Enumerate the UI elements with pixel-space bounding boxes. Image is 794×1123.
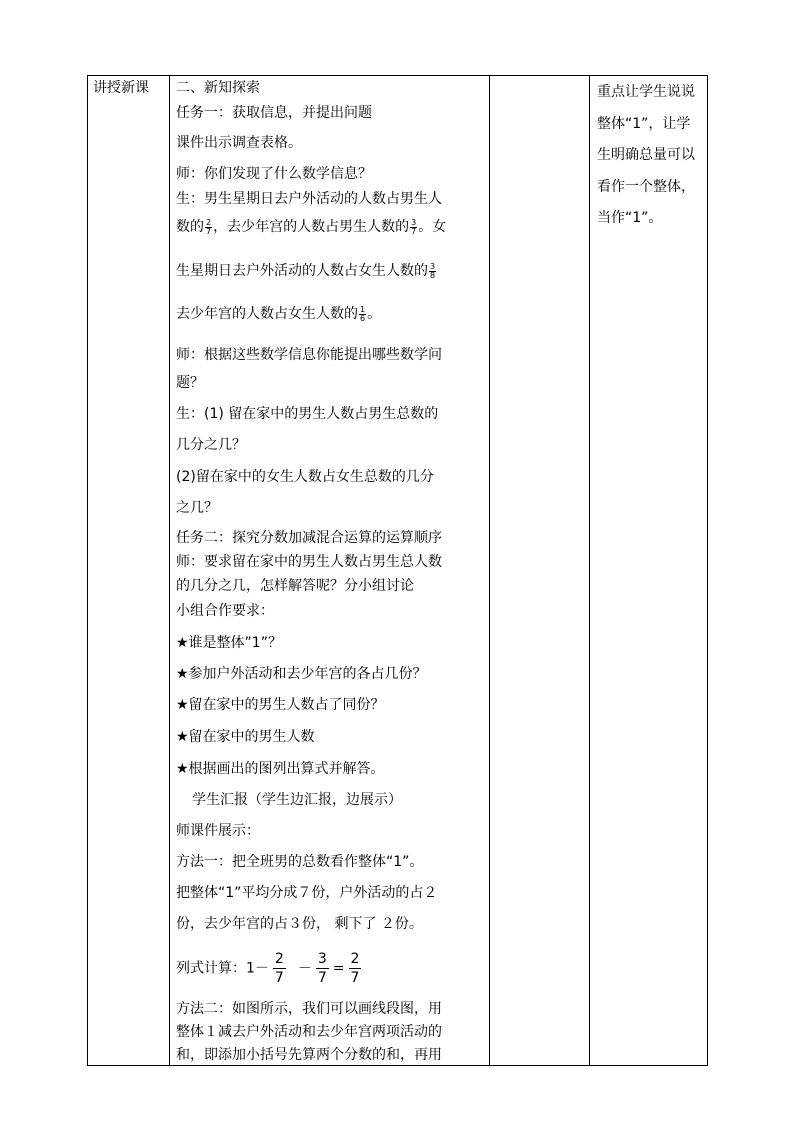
method-1-line-2: 把整体“1”平均分成７份，户外活动的占２ bbox=[176, 885, 438, 901]
numerator: 2 bbox=[206, 217, 212, 227]
task1-title: 任务一：获取信息，并提出问题 bbox=[176, 105, 372, 121]
method-2-line-2: 整体１减去户外活动和去少年宫两项活动的 bbox=[176, 1024, 442, 1040]
denominator: 7 bbox=[317, 970, 327, 986]
note-line-5: 当作“1”。 bbox=[597, 210, 663, 226]
denominator: 8 bbox=[430, 270, 436, 280]
requirement-4: ★留在家中的男生人数 bbox=[176, 729, 315, 745]
calc-fraction-2 bbox=[316, 950, 329, 987]
requirement-3: ★留在家中的男生人数占了同份？ bbox=[176, 697, 385, 713]
denominator: 7 bbox=[350, 970, 360, 986]
column-divider-3 bbox=[589, 75, 590, 1066]
numerator: 2 bbox=[350, 951, 360, 967]
method-2-line-3: 和，即添加小括号先算两个分数的和，再用 bbox=[176, 1047, 442, 1063]
teacher-question-1: 师：你们发现了什么数学信息？ bbox=[176, 166, 372, 182]
text-segment: ，去少年宫的人数占男生人数的 bbox=[213, 219, 410, 235]
courseware-show: 师课件展示： bbox=[176, 823, 260, 839]
method-1-line-1: 方法一：把全班男的总数看作整体“1”。 bbox=[176, 854, 424, 870]
student-info-line-1: 生：男生星期日去户外活动的人数占男生人 bbox=[176, 191, 442, 207]
courseware-table-text: 课件出示调查表格。 bbox=[176, 135, 302, 151]
table-top-border bbox=[87, 75, 708, 76]
note-line-3: 生明确总量可以 bbox=[597, 147, 695, 163]
table-left-border bbox=[87, 75, 88, 1066]
denominator: 7 bbox=[411, 226, 417, 236]
text-segment: 去少年宫的人数占女生人数的 bbox=[176, 306, 358, 322]
calc-fraction-3 bbox=[349, 950, 362, 987]
requirement-1: ★谁是整体”1”？ bbox=[176, 635, 282, 651]
note-line-2: 整体“1”，让学 bbox=[597, 116, 691, 132]
denominator: 6 bbox=[360, 313, 366, 323]
method-1-line-3: 份，去少年宫的占３份， 剩下了 ２份。 bbox=[176, 916, 423, 932]
student-info-line-4 bbox=[176, 305, 381, 323]
student-question-2-line-1: (2)留在家中的女生人数占女生总数的几分 bbox=[176, 469, 434, 485]
fraction-boys-outdoor bbox=[205, 219, 212, 236]
column-divider-2 bbox=[489, 75, 490, 1066]
teacher-question-3-line-2: 的几分之几，怎样解答呢？分小组讨论 bbox=[176, 578, 414, 594]
task2-title: 任务二：探究分数加减混合运算的运算顺序 bbox=[176, 530, 442, 546]
denominator: 7 bbox=[206, 226, 212, 236]
fraction-boys-palace bbox=[410, 219, 417, 236]
calculation-label: 列式计算： bbox=[176, 960, 246, 977]
text-segment: 数的 bbox=[176, 219, 204, 235]
table-bottom-border bbox=[87, 1065, 708, 1066]
student-report: 学生汇报（学生边汇报，边展示） bbox=[192, 792, 402, 808]
teacher-question-2-line-1: 师：根据这些数学信息你能提出哪些数学问 bbox=[176, 347, 442, 363]
student-question-1-line-2: 几分之几？ bbox=[176, 437, 246, 453]
student-info-line-3 bbox=[176, 262, 437, 280]
fraction-girls-palace bbox=[359, 306, 366, 323]
numerator: 3 bbox=[430, 261, 436, 271]
numerator: 3 bbox=[411, 217, 417, 227]
text-segment: 。女 bbox=[418, 219, 447, 235]
group-requirements: 小组合作要求： bbox=[176, 603, 274, 619]
numerator: 2 bbox=[274, 951, 284, 967]
fraction-girls-outdoor bbox=[429, 263, 436, 280]
student-info-line-2 bbox=[176, 218, 446, 236]
text-segment: 生星期日去户外活动的人数占女生人数的 bbox=[176, 263, 428, 279]
calculation-one: 1－ bbox=[246, 960, 269, 977]
minus-sign: － bbox=[297, 960, 312, 977]
text-segment: 。 bbox=[367, 306, 382, 322]
equals-sign: = bbox=[332, 960, 345, 977]
teacher-question-3-line-1: 师：要求留在家中的男生人数占男生总人数 bbox=[176, 554, 442, 570]
student-question-1-line-1: 生：(1) 留在家中的男生人数占男生总数的 bbox=[176, 406, 439, 422]
note-line-1: 重点让学生说说 bbox=[597, 84, 695, 100]
numerator: 3 bbox=[317, 951, 327, 967]
calc-fraction-1 bbox=[273, 950, 286, 987]
requirement-2: ★参加户外活动和去少年宫的各占几份？ bbox=[176, 666, 427, 682]
note-line-4: 看作一个整体， bbox=[597, 179, 695, 195]
method-2-line-1: 方法二：如图所示，我们可以画线段图，用 bbox=[176, 1001, 442, 1017]
row-label: 讲授新课 bbox=[93, 80, 149, 96]
calculation-line bbox=[176, 950, 365, 987]
denominator: 7 bbox=[274, 970, 284, 986]
teacher-question-2-line-2: 题？ bbox=[176, 375, 204, 391]
requirement-5: ★根据画出的图列出算式并解答。 bbox=[176, 761, 385, 777]
section-title: 二、新知探索 bbox=[176, 80, 260, 96]
numerator: 1 bbox=[360, 304, 366, 314]
table-right-border bbox=[707, 75, 708, 1066]
column-divider-1 bbox=[169, 75, 170, 1066]
student-question-2-line-2: 之几？ bbox=[176, 500, 218, 516]
